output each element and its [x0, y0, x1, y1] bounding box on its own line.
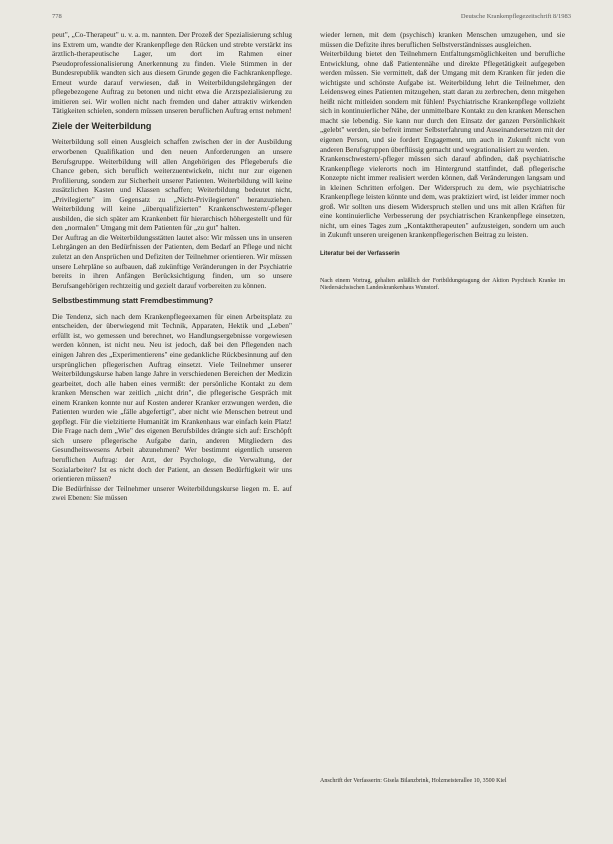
paragraph: Weiterbildung soll einen Ausgleich schaffen zwischen der in der Ausbildung erworbenen Qualifikation und den neuen Anforderungen an unsere Berufsgruppe. Weiterbildung will allen Angehörigen des Pflegeberufs die Chance geben, sich beruflich weiterzuentwickeln, nicht nur zur eigenen Profilierung, sondern zur Sicherheit unserer Patienten. Weiterbildung will keine zusätzlichen Kasten und Klassen schaffen; Weiterbildung bedeutet nicht, „Privilegierte" im Gegensatz zu „Nicht-Privilegierten" heranzuziehen. Weiterbildung will keine „überqualifizierten" Krankenschwestern/-pfleger ausbilden, die sich später am Krankenbett für hierarchisch höhergestellt und für den „normalen" Umgang mit dem Patienten für „zu gut" halten.: [52, 137, 292, 233]
page-number: 778: [52, 13, 62, 20]
paragraph: Krankenschwestern/-pfleger müssen sich darauf abfinden, daß psychiatrische Krankenpflege vielerorts noch im Hintergrund stattfindet, daß pflegerische Konzepte nicht immer realisiert werden können, daß Veränderungen langsam und in kleinen Schritten erfolgen. Der Widerspruch zu dem, wie psychiatrische Krankenpflege leisten könnte und dem, was praktiziert wird, ist leider immer noch groß. Wir sollten uns diesem Widerspruch stellen und uns mit allen Kräften für eine kontinuierliche Verbesserung der psychiatrischen Krankenpflege einsetzen, nicht, um eines Tages zum „Kontakttherapeuten" aufzusteigen, sondern um auch in Zukunft unseren ureigenen krankenpflegerischen Beitrag zu leisten.: [320, 154, 565, 240]
paragraph: peut", „Co-Therapeut" u. v. a. m. nannten. Der Prozeß der Spezialisierung schlug ins Extrem um, wandte der Krankenpflege den Rücken und strebte verstärkt ins ärztlich-therapeutische Lager, um dort im Rahmen einer Pseudoprofessionalisierung Anerkennung zu finden. Viele Stimmen in der Bundesrepublik wandten sich aus diesem Grunde gegen die Fachkrankenpflege. Erneut wurde darauf verwiesen, daß in Weiterbildungslehrgängen der pflegebezogene Auftrag zu betonen und nicht etwa die Arztspezialisierung zu imitieren sei. Wir wollen nicht nach fremden und daher attraktiv wirkenden Tätigkeiten schielen, sondern müssen unseren beruflichen Auftrag ernst nehmen!: [52, 30, 292, 116]
author-address: Anschrift der Verfasserin: Gisela Bilanzbrink, Holzmeisterallee 10, 3500 Kiel: [320, 778, 507, 784]
paragraph: wieder lernen, mit dem (psychisch) kranken Menschen umzugehen, und sie müssen die Defizite ihres beruflichen Selbstverständnisses ausgleichen.: [320, 30, 565, 49]
section-heading-self-determination: Selbstbestimmung statt Fremdbestimmung?: [52, 296, 214, 306]
paragraph: Die Tendenz, sich nach dem Krankenpflegeexamen für einen Arbeitsplatz zu entscheiden, der überwiegend mit Technik, Apparaten, Hektik und „Leben" erfüllt ist, wo gemessen und berechnet, wo Handlungsergebnisse vorgewiesen werden können, ist nicht neu. Neu ist jedoch, daß bei den Pflegenden nach einigen Jahren des „Experimentierens" eine gedankliche Rückbesinnung auf den ursprünglichen pflegerischen Auftrag einsetzt. Viele Teilnehmer unserer Weiterbildungskurse haben lange Jahre in verschiedenen Bereichen der Medizin gearbeitet, doch alle haben eines vermißt: der persönliche Kontakt zu dem kranken Menschen war zeitlich „nicht drin", die pflegerische Gespräch mit einem Kranken konnte nur auf Kosten anderer Kranker erzwungen werden, die Patienten wurden wie „fälle abgefertigt", aber nicht wie Menschen betreut und gepflegt. Für die vielzitierte Humanität im Krankenhaus war einfach kein Platz! Die Frage nach dem „Wie" des eigenen Berufsbildes drängte sich auf: Erschöpft sich unsere pflegerische Aufgabe darin, anderen Mitgliedern des Gesundheitswesens Arbeit abzunehmen? Wer bestimmt eigentlich unseren beruflichen Auftrag: der Arzt, der Psychologe, die Verwaltung, der Sozialarbeiter? Ist es nicht doch der Patient, an dessen Bedürftigkeit wir uns orientieren müssen?: [52, 311, 292, 484]
right-column: [320, 30, 565, 293]
journal-title: Deutsche Krankenpflegezeitschrift 8/1983: [460, 13, 571, 20]
section-heading-goals: Ziele der Weiterbildung: [52, 120, 152, 131]
left-column: [52, 30, 292, 503]
paragraph: Der Auftrag an die Weiterbildungsstätten lautet also: Wir müssen uns in unseren Lehrgängen an den Bedürfnissen der Patienten, dem Bedarf an Pflege und nicht zuletzt an den Ansprüchen und Defiziten der Teilnehmer orientieren. Wir müssen unsere Lehrpläne so aufbauen, daß zukünftige Veränderungen in der Psychiatrie bereits in ihren Anfängen Berücksichtigung finden, um so unsere Berufsangehörigen rechtzeitig und gezielt darauf vorbereiten zu können.: [52, 232, 292, 290]
literature-heading: Literatur bei der Verfasserin: [320, 251, 400, 258]
footnote: Nach einem Vortrag, gehalten anläßlich der Fortbildungstagung der Aktion Psychisch Kranke im Niedersächsischen Landeskrankenhaus Wunstorf.: [320, 277, 565, 292]
paragraph: Weiterbildung bietet den Teilnehmern Entfaltungsmöglichkeiten und berufliche Entwicklung, ohne daß Patientennähe und direkte Pflegetätigkeit aufgegeben werden müssen. Sie vermittelt, daß der Umgang mit dem Kranken für jeden die wichtigste und schönste Aufgabe ist. Weiterbildung lehrt die Teilnehmer, den Leidensweg eines Patienten mitzugehen, statt daran zu zerbrechen, denn mitgehen heißt nicht mitleiden sondern mit fühlen! Psychiatrische Krankenpflege vollzieht sich in kontinuierlicher Nähe, der unmittelbare Kontakt zu den kranken Menschen macht sie lebendig. Sie kann nur durch den Einsatz der ganzen Persönlichkeit „gelebt" werden, sie befreit immer Selbsterfahrung und Auseinandersetzen mit der eigenen Person, und sie fordert Engagement, um auch in Zukunft nicht von anderen Berufsgruppen überflüssig gemacht und wegrationalisiert zu werden.: [320, 49, 565, 154]
paragraph: Die Bedürfnisse der Teilnehmer unserer Weiterbildungskurse liegen m. E. auf zwei Ebenen: Sie müssen: [52, 483, 292, 503]
